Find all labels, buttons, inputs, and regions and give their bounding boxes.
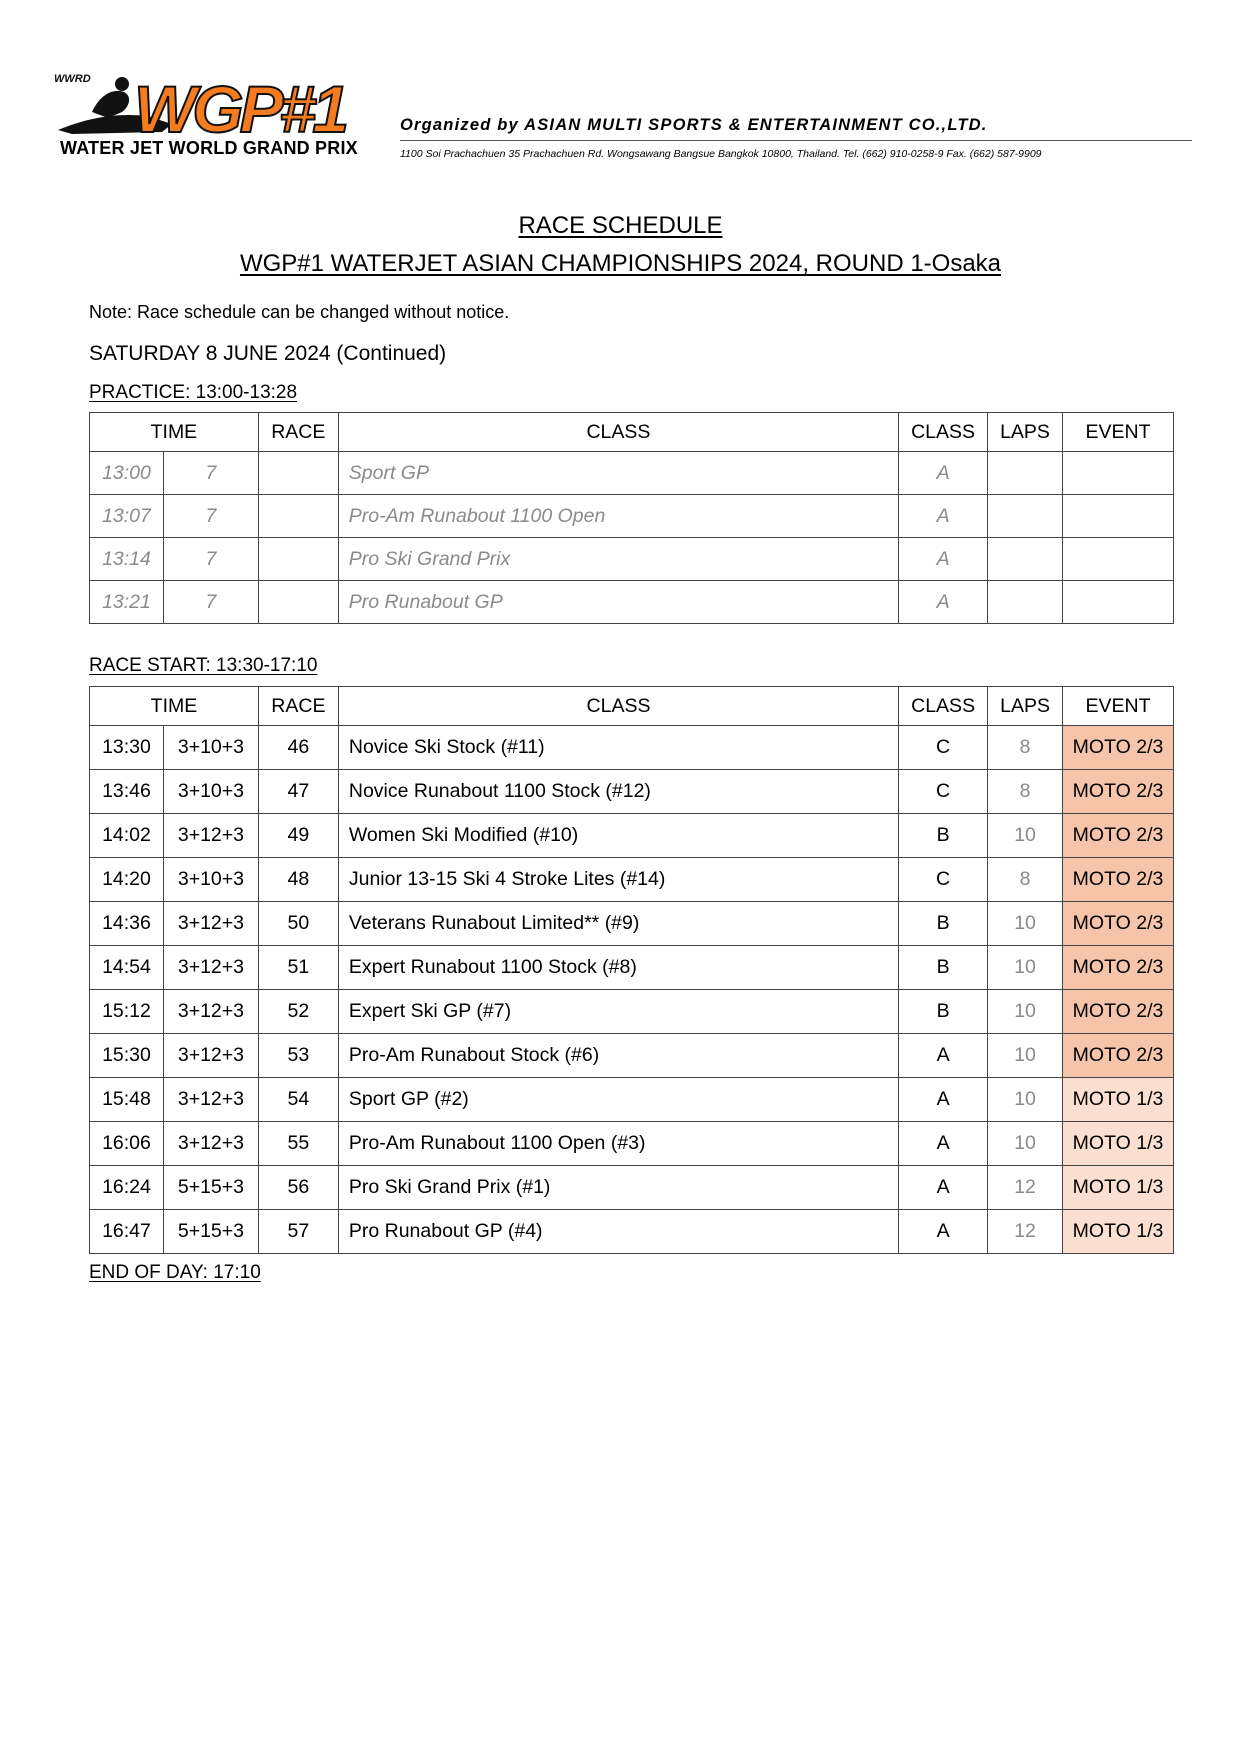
- cell-class-name: Sport GP (#2): [338, 1078, 898, 1122]
- table-row: [90, 452, 1174, 495]
- schedule-note: Note: Race schedule can be changed without notice.: [89, 302, 510, 322]
- col-header-race: RACE: [258, 687, 338, 726]
- cell-format: 3+12+3: [163, 1078, 258, 1122]
- table-row: [90, 538, 1174, 581]
- cell-class-name: Expert Runabout 1100 Stock (#8): [338, 946, 898, 990]
- cell-event: MOTO 1/3: [1063, 1210, 1174, 1254]
- cell-class-name: Veterans Runabout Limited** (#9): [338, 902, 898, 946]
- cell-format: 7: [163, 452, 258, 495]
- race-start-table: [89, 686, 1174, 1254]
- cell-class: C: [899, 770, 988, 814]
- organizer-line: Organized by ASIAN MULTI SPORTS & ENTERTAINMENT CO.,LTD.: [400, 116, 988, 134]
- cell-laps: 8: [988, 726, 1063, 770]
- table-header-row: [90, 687, 1174, 726]
- cell-class: A: [899, 1210, 988, 1254]
- col-header-class: CLASS: [899, 687, 988, 726]
- cell-format: 5+15+3: [163, 1210, 258, 1254]
- cell-class: B: [899, 946, 988, 990]
- cell-race: 53: [258, 1034, 338, 1078]
- cell-class-name: Pro Ski Grand Prix (#1): [338, 1166, 898, 1210]
- cell-class: A: [899, 1122, 988, 1166]
- cell-event: MOTO 1/3: [1063, 1122, 1174, 1166]
- cell-laps: 10: [988, 902, 1063, 946]
- practice-table: [89, 412, 1174, 624]
- cell-format: 3+10+3: [163, 858, 258, 902]
- cell-laps: [988, 495, 1063, 538]
- cell-class-name: Novice Ski Stock (#11): [338, 726, 898, 770]
- cell-time: 15:48: [90, 1078, 164, 1122]
- col-header-time: TIME: [90, 687, 259, 726]
- cell-race: 56: [258, 1166, 338, 1210]
- cell-laps: 12: [988, 1166, 1063, 1210]
- organizer-address: 1100 Soi Prachachuen 35 Prachachuen Rd. Wongsawang Bangsue Bangkok 10800, Thailand. Tel. (662) 910-0258-9 Fax. (662) 587-9909: [400, 148, 1042, 160]
- cell-race: 54: [258, 1078, 338, 1122]
- cell-race: 57: [258, 1210, 338, 1254]
- cell-class: A: [899, 1166, 988, 1210]
- table-row: [90, 770, 1174, 814]
- cell-class-name: Pro Runabout GP (#4): [338, 1210, 898, 1254]
- cell-time: 13:30: [90, 726, 164, 770]
- table-row: [90, 946, 1174, 990]
- cell-time: 16:47: [90, 1210, 164, 1254]
- table-row: [90, 726, 1174, 770]
- cell-event: [1063, 538, 1174, 581]
- cell-class: B: [899, 902, 988, 946]
- cell-time: 14:54: [90, 946, 164, 990]
- end-of-day: END OF DAY: 17:10: [89, 1262, 261, 1283]
- table-row: [90, 1122, 1174, 1166]
- cell-format: 7: [163, 495, 258, 538]
- cell-event: MOTO 2/3: [1063, 902, 1174, 946]
- cell-format: 7: [163, 581, 258, 624]
- table-row: [90, 581, 1174, 624]
- cell-event: MOTO 2/3: [1063, 814, 1174, 858]
- cell-class-name: Pro Runabout GP: [338, 581, 898, 624]
- cell-format: 5+15+3: [163, 1166, 258, 1210]
- cell-class-name: Expert Ski GP (#7): [338, 990, 898, 1034]
- cell-event: MOTO 1/3: [1063, 1078, 1174, 1122]
- cell-time: 13:14: [90, 538, 164, 581]
- table-row: [90, 1166, 1174, 1210]
- cell-laps: 12: [988, 1210, 1063, 1254]
- cell-class: B: [899, 990, 988, 1034]
- cell-class: B: [899, 814, 988, 858]
- cell-class-name: Women Ski Modified (#10): [338, 814, 898, 858]
- jet-ski-rider-logo-icon: [52, 72, 382, 142]
- cell-event: MOTO 2/3: [1063, 726, 1174, 770]
- cell-laps: [988, 581, 1063, 624]
- svg-text:WGP#1: WGP#1: [134, 72, 346, 142]
- cell-format: 3+12+3: [163, 990, 258, 1034]
- cell-laps: 10: [988, 1078, 1063, 1122]
- cell-class: C: [899, 858, 988, 902]
- cell-format: 3+10+3: [163, 726, 258, 770]
- cell-format: 3+12+3: [163, 1034, 258, 1078]
- cell-time: 14:02: [90, 814, 164, 858]
- col-header-time: TIME: [90, 413, 259, 452]
- logo-subtitle: WATER JET WORLD GRAND PRIX: [60, 138, 358, 158]
- cell-laps: [988, 452, 1063, 495]
- col-header-class: CLASS: [899, 413, 988, 452]
- schedule-day: SATURDAY 8 JUNE 2024 (Continued): [89, 342, 447, 365]
- cell-race: 50: [258, 902, 338, 946]
- cell-event: MOTO 2/3: [1063, 1034, 1174, 1078]
- document-subtitle: WGP#1 WATERJET ASIAN CHAMPIONSHIPS 2024, ROUND 1-Osaka: [239, 250, 1002, 277]
- cell-format: 3+12+3: [163, 1122, 258, 1166]
- table-header-row: [90, 413, 1174, 452]
- cell-race: [258, 495, 338, 538]
- cell-event: MOTO 2/3: [1063, 770, 1174, 814]
- cell-format: 7: [163, 538, 258, 581]
- cell-class: A: [899, 1078, 988, 1122]
- col-header-event: EVENT: [1063, 413, 1174, 452]
- cell-time: 14:36: [90, 902, 164, 946]
- cell-race: 49: [258, 814, 338, 858]
- cell-class: A: [899, 581, 988, 624]
- cell-class-name: Pro Ski Grand Prix: [338, 538, 898, 581]
- cell-format: 3+10+3: [163, 770, 258, 814]
- col-header-laps: LAPS: [988, 413, 1063, 452]
- cell-format: 3+12+3: [163, 902, 258, 946]
- cell-race: 51: [258, 946, 338, 990]
- cell-race: 52: [258, 990, 338, 1034]
- cell-class-name: Pro-Am Runabout Stock (#6): [338, 1034, 898, 1078]
- cell-event: [1063, 495, 1174, 538]
- table-row: [90, 858, 1174, 902]
- cell-class-name: Junior 13-15 Ski 4 Stroke Lites (#14): [338, 858, 898, 902]
- cell-class-name: Sport GP: [338, 452, 898, 495]
- cell-time: 13:21: [90, 581, 164, 624]
- cell-time: 15:30: [90, 1034, 164, 1078]
- cell-format: 3+12+3: [163, 814, 258, 858]
- table-row: [90, 1210, 1174, 1254]
- col-header-laps: LAPS: [988, 687, 1063, 726]
- practice-heading: PRACTICE: 13:00-13:28: [89, 382, 298, 403]
- cell-class: C: [899, 726, 988, 770]
- cell-event: MOTO 2/3: [1063, 858, 1174, 902]
- cell-event: MOTO 2/3: [1063, 946, 1174, 990]
- cell-race: [258, 452, 338, 495]
- header-divider: [400, 140, 1192, 141]
- cell-time: 13:46: [90, 770, 164, 814]
- cell-laps: 8: [988, 770, 1063, 814]
- cell-race: 48: [258, 858, 338, 902]
- table-row: [90, 495, 1174, 538]
- cell-class: A: [899, 1034, 988, 1078]
- cell-time: 16:24: [90, 1166, 164, 1210]
- table-row: [90, 902, 1174, 946]
- col-header-event: EVENT: [1063, 687, 1174, 726]
- document-title: RACE SCHEDULE: [518, 212, 723, 239]
- cell-event: [1063, 452, 1174, 495]
- table-row: [90, 1078, 1174, 1122]
- cell-time: 16:06: [90, 1122, 164, 1166]
- col-header-class-name: CLASS: [338, 687, 898, 726]
- table-row: [90, 990, 1174, 1034]
- cell-event: MOTO 1/3: [1063, 1166, 1174, 1210]
- cell-time: 13:00: [90, 452, 164, 495]
- cell-laps: 8: [988, 858, 1063, 902]
- wgp-logo: [52, 72, 382, 168]
- cell-format: 3+12+3: [163, 946, 258, 990]
- cell-class-name: Pro-Am Runabout 1100 Open (#3): [338, 1122, 898, 1166]
- cell-event: MOTO 2/3: [1063, 990, 1174, 1034]
- cell-class-name: Pro-Am Runabout 1100 Open: [338, 495, 898, 538]
- letterhead: [52, 72, 1192, 172]
- cell-time: 15:12: [90, 990, 164, 1034]
- cell-race: 46: [258, 726, 338, 770]
- cell-class: A: [899, 452, 988, 495]
- svg-text:WWRD: WWRD: [54, 73, 91, 85]
- cell-laps: 10: [988, 946, 1063, 990]
- cell-class: A: [899, 495, 988, 538]
- col-header-race: RACE: [258, 413, 338, 452]
- table-row: [90, 1034, 1174, 1078]
- col-header-class-name: CLASS: [338, 413, 898, 452]
- cell-laps: 10: [988, 814, 1063, 858]
- cell-laps: [988, 538, 1063, 581]
- cell-laps: 10: [988, 1034, 1063, 1078]
- cell-class: A: [899, 538, 988, 581]
- cell-time: 13:07: [90, 495, 164, 538]
- cell-laps: 10: [988, 990, 1063, 1034]
- cell-race: 47: [258, 770, 338, 814]
- cell-race: [258, 538, 338, 581]
- cell-race: 55: [258, 1122, 338, 1166]
- table-row: [90, 814, 1174, 858]
- cell-time: 14:20: [90, 858, 164, 902]
- cell-event: [1063, 581, 1174, 624]
- race-start-heading: RACE START: 13:30-17:10: [89, 655, 318, 676]
- cell-class-name: Novice Runabout 1100 Stock (#12): [338, 770, 898, 814]
- cell-race: [258, 581, 338, 624]
- cell-laps: 10: [988, 1122, 1063, 1166]
